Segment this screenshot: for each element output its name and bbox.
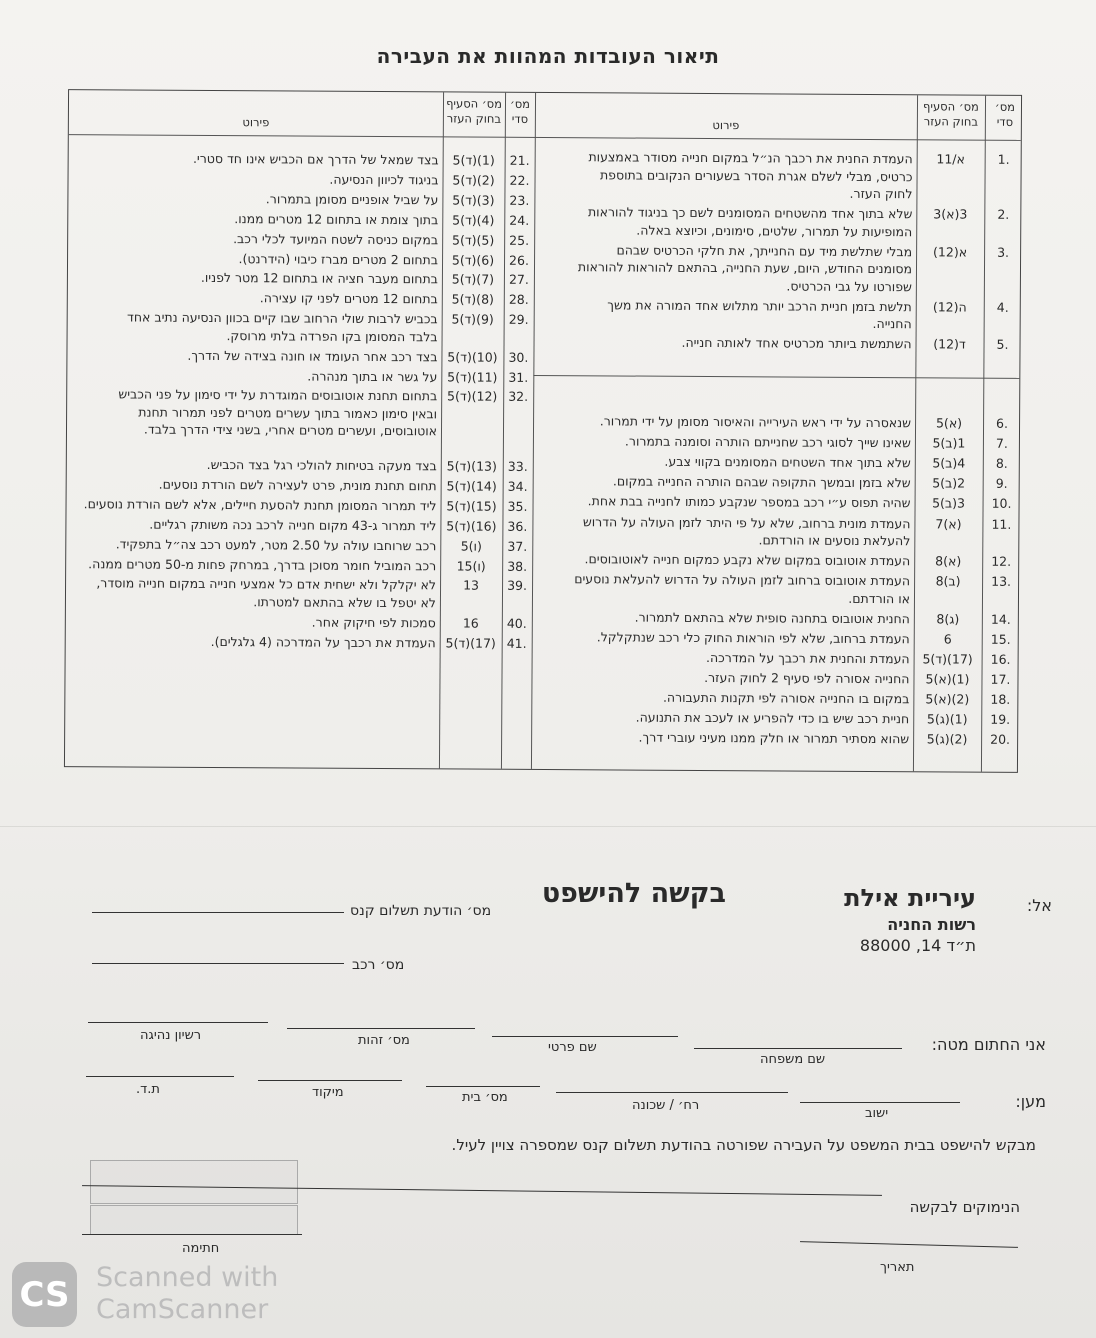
row-description: העמדת את רכבך על המדרכה (4 גלגלים). xyxy=(210,633,436,651)
house-label: מס׳ בית xyxy=(462,1090,508,1105)
row-description: בלבד המסומן בקו הפרדה בלתי מרוסק. xyxy=(226,327,438,345)
row-description: חניית רכב שיש בו כדי להפריע או לעכב את התנועה. xyxy=(635,709,910,727)
row-section: 5(ד)(9) xyxy=(451,311,494,327)
pobox-label: ת.ד. xyxy=(136,1082,160,1097)
header-section-left: מס׳ הסעיף בחוק העזר xyxy=(446,96,502,126)
request-title: בקשה להישפט xyxy=(541,878,726,909)
row-description: כרטיס, מבלי לשלם אגרת הסדר בשעורים הנקובים בתוספת xyxy=(599,166,913,184)
row-description: תחום תחנת מונית, פרט לעצירה לשם הורדת נוסעים. xyxy=(158,476,437,494)
row-serial: .26 xyxy=(509,252,530,268)
row-section: 5(ד)(6) xyxy=(451,251,495,268)
row-description: ליד תמרור המסומן תחנת להסעת חיילים, אלא לשם הורדת נוסעים. xyxy=(83,495,437,514)
row-description: השתמשת ביותר מכרטיס אחד לאותה חנייה. xyxy=(681,335,912,352)
row-section: 5(ד)(14) xyxy=(446,478,497,494)
row-description: או הורדתם. xyxy=(848,590,911,606)
row-serial: .24 xyxy=(509,212,530,228)
row-serial: .3 xyxy=(997,244,1010,260)
row-section: 5(ג)(1) xyxy=(926,711,968,727)
row-section: 5(ד)(7) xyxy=(451,271,495,288)
row-section: 5(ד)(17) xyxy=(445,635,496,651)
row-description: בכביש לרבות שולי הרחוב שבו קיים בכוון הנסיעה נתיב אחד xyxy=(127,309,438,327)
row-serial: .15 xyxy=(990,631,1011,647)
row-description: שלא בתוך אחד השטחים המסומנים בקווי צבע. xyxy=(664,453,911,471)
row-description: שלא בתוך אחד מהשטחים המסומנים לשם כך בניגוד להוראות xyxy=(587,204,913,222)
row-description: המופיעות על תמרור, שלטים, סימונים, וכיוצא באלה. xyxy=(636,222,913,239)
row-section: 16 xyxy=(462,615,479,631)
row-description: העמדת אוטובוס במקום שלא נקבע כמקום חנייה לאוטובוסים. xyxy=(584,551,911,569)
recipient-dept: רשות החניה xyxy=(887,915,976,934)
row-serial: .13 xyxy=(991,573,1012,590)
row-description: ובאין סימון כאמור בתוך עשרים מטרים לפני תמרור תחנת xyxy=(138,404,438,422)
row-section: (12)ד xyxy=(933,336,966,352)
pobox-field[interactable] xyxy=(86,1076,234,1077)
page-title: תיאור העובדות המהוות את העבירה xyxy=(376,44,720,68)
row-serial: .1 xyxy=(997,151,1010,167)
row-description: רכב המוביל חומר מסוכן בדרך, במרחק פחות מ-50 מטרים ממנה. xyxy=(88,555,437,573)
recipient-address: ת״ד 14, 88000 xyxy=(859,936,976,955)
row-section: 5(ד)(5) xyxy=(451,232,495,248)
row-section: 5(ד)(11) xyxy=(447,368,498,385)
row-section: 5(ג)(2) xyxy=(926,731,968,747)
first-name-label: שם פרטי xyxy=(548,1040,597,1055)
row-serial: .5 xyxy=(996,337,1009,353)
row-serial: .8 xyxy=(995,455,1008,472)
row-section: 5(ב)1 xyxy=(932,435,966,451)
row-serial: .23 xyxy=(509,192,530,208)
row-section: 5(א) xyxy=(935,415,963,431)
row-description: שהוא מסתיר תמרור או חלק ממנו מעיני עוברי דרך. xyxy=(638,729,910,747)
row-section: 13 xyxy=(463,577,480,594)
row-section: 5(ד)(1) xyxy=(452,152,495,168)
header-serial-left: מס׳ סדי xyxy=(509,96,531,126)
row-description: ליד תמרור ג-43 מקום חנייה לרכב נכה משותק רגליים. xyxy=(149,516,437,534)
row-serial: .7 xyxy=(995,435,1008,451)
row-description: שאינו שייך לסוגי רכב שחנייתם הותרה וסומנה בתמרור. xyxy=(624,433,911,451)
last-name-field[interactable] xyxy=(694,1048,902,1049)
row-serial: .37 xyxy=(507,538,528,554)
row-serial: .14 xyxy=(990,611,1011,627)
row-section: 5(ד)(17) xyxy=(922,651,973,667)
row-serial: .17 xyxy=(990,671,1011,687)
row-serial: .9 xyxy=(995,476,1008,492)
row-section: 5(ב)3 xyxy=(932,495,966,511)
row-description: לא יטפל בו שלא בהתאם למטרתו. xyxy=(253,594,436,611)
id-number-field[interactable] xyxy=(287,1028,475,1029)
request-text: מבקש להישפט בבית המשפט על העבירה שפורטה בהודעת תשלום קנס שמספרה צויין לעיל. xyxy=(451,1136,1036,1154)
watermark-line1: Scanned with xyxy=(96,1262,279,1293)
row-description: העמדת ברחוב, שלא לפי הוראות החוק כלי רכב שנתקלקל. xyxy=(596,629,910,647)
row-serial: .28 xyxy=(508,292,529,308)
row-serial: .38 xyxy=(507,558,528,574)
row-section: א/11 xyxy=(936,151,965,167)
row-description: בצד רכב אחר העומד או חונה בצידה של הדרך. xyxy=(187,347,438,364)
row-description: בצד מעקה בטיחות להולכי רגל בצד הכביש. xyxy=(206,456,437,474)
row-description: להעלאת נוסעים או הורדתם. xyxy=(758,532,911,549)
row-description: בצד שמאל של הדרך אם הכביש אינו חד סטרי. xyxy=(192,150,439,168)
row-description: החנייה אסורה לפי סעיף 2 לחוק העזר. xyxy=(704,670,910,687)
row-serial: .36 xyxy=(507,518,528,534)
row-description: במקום כניסה לשטח המיועד לכלי רכב. xyxy=(233,230,439,247)
license-label: רשיון נהיגה xyxy=(140,1028,202,1043)
row-section: 5(ב)4 xyxy=(932,455,966,471)
row-section: 5(ד)(2) xyxy=(452,172,495,188)
signature-label: חתימה xyxy=(182,1241,220,1256)
address-label: מען: xyxy=(1015,1092,1046,1111)
row-serial: .6 xyxy=(996,415,1009,431)
row-description: בניגוד לכיוון הנסיעה. xyxy=(329,171,439,188)
header-details-left: פירוט xyxy=(242,115,270,130)
row-serial: .2 xyxy=(997,206,1010,222)
row-description: בתחום מעבר חציה או בתחום 12 מטר לפניו. xyxy=(200,270,438,287)
house-field[interactable] xyxy=(426,1086,540,1087)
watermark-line2: CamScanner xyxy=(96,1294,269,1325)
row-serial: .22 xyxy=(509,172,530,188)
row-description: במקום בו החנייה אסורה לפי תקנות התעבורה. xyxy=(662,689,910,707)
row-section: 3(א)3 xyxy=(933,206,968,222)
row-serial: .31 xyxy=(508,369,529,385)
row-description: לחוק העזר. xyxy=(849,185,913,202)
row-section: 7(א) xyxy=(935,515,962,532)
row-serial: .29 xyxy=(508,311,529,328)
date-field[interactable] xyxy=(800,1241,1018,1248)
row-serial: .25 xyxy=(509,232,530,248)
row-section: 5(ד)(15) xyxy=(446,498,497,514)
row-description: מסומנים החודש, היום, שעת החנייה, בהתאם להוראות להוראות xyxy=(577,259,913,277)
row-section: 5(ד)(3) xyxy=(452,192,495,208)
row-serial: .33 xyxy=(507,458,528,474)
row-description: סמכות לפי חיקוק אחר. xyxy=(311,614,436,631)
last-name-label: שם משפחה xyxy=(760,1052,826,1067)
date-label: תאריך xyxy=(880,1260,915,1275)
row-section: 8(א) xyxy=(935,553,962,569)
signature-field[interactable] xyxy=(82,1234,302,1235)
reasons-label: הנימוקים לבקשה xyxy=(909,1198,1020,1216)
row-description: על שביל אופניים מסומן בתמרור. xyxy=(265,191,439,208)
row-section: 5(ד)(8) xyxy=(451,291,494,307)
city-field[interactable] xyxy=(800,1102,960,1103)
row-description: בתוך צומת או בתחום 12 מטרים ממנו. xyxy=(234,210,439,228)
header-serial-right: מס׳ סדי xyxy=(994,99,1016,129)
row-serial: .40 xyxy=(506,615,527,631)
row-serial: .32 xyxy=(508,389,529,405)
row-serial: .30 xyxy=(508,349,529,365)
row-serial: .12 xyxy=(991,553,1012,569)
row-description: שהיה תפוס ע״י רכב במספר שנקבע כמותו לחנייה בבת אחת. xyxy=(587,493,911,511)
first-name-field[interactable] xyxy=(492,1036,678,1037)
row-serial: .20 xyxy=(990,732,1011,748)
row-serial: .34 xyxy=(507,478,528,494)
row-description: שלא בזמן ובמשך התקופה שבהם הותרה החנייה במקום. xyxy=(612,473,911,491)
row-section: 5(ד)(13) xyxy=(446,458,497,474)
row-section: (12)ה xyxy=(932,299,967,315)
row-serial: .21 xyxy=(509,152,530,168)
row-description: בתחום 2 מטרים מברז כיבוי (הידרנט). xyxy=(238,250,439,267)
row-section: 8(ג) xyxy=(936,611,960,627)
row-description: תלשת בזמן חניית הרכב יותר מתלוש אחד המורה את משך xyxy=(607,297,912,315)
row-section: 8(ב) xyxy=(935,573,961,589)
row-description: שנאסרה על ידי ראש העירייה והאיסור מסומן על ידי תמרור. xyxy=(599,413,912,431)
row-description: לא יקלקל ולא ישחית אדם כל אמצעי חנייה במקום חנייה מוסדר, xyxy=(96,575,437,593)
zip-field[interactable] xyxy=(258,1080,402,1081)
row-serial: .27 xyxy=(508,272,529,288)
row-section: 15(ו) xyxy=(456,557,486,574)
row-serial: .41 xyxy=(506,635,527,651)
street-label: רח׳ / שכונה xyxy=(632,1098,700,1113)
row-section: 6 xyxy=(943,631,952,647)
header-details-right: פירוט xyxy=(712,118,740,133)
row-serial: .19 xyxy=(990,712,1011,728)
zip-label: מיקוד xyxy=(312,1085,344,1100)
fine-notice-field[interactable] xyxy=(92,912,344,913)
row-serial: .11 xyxy=(991,516,1012,532)
row-serial: .16 xyxy=(990,651,1011,667)
row-section: 5(ד)(16) xyxy=(446,518,497,534)
row-section: 5(ו) xyxy=(460,538,482,554)
row-section: 5(א)(1) xyxy=(925,671,970,687)
row-description: החנייה. xyxy=(872,316,912,332)
row-description: החנית אוטובוס בתחנה סופית שלא בהתאם לתמרור. xyxy=(634,609,910,627)
row-section: (12)א xyxy=(933,244,968,260)
id-number-label: מס׳ זהות xyxy=(358,1033,410,1048)
camscanner-logo-icon: CS xyxy=(12,1262,77,1327)
row-serial: .39 xyxy=(507,578,528,594)
row-section: 5(ד)(4) xyxy=(452,212,495,228)
row-description: על גשר או בתוך מנהרה. xyxy=(307,368,438,384)
row-section: 5(ד)(12) xyxy=(447,388,498,405)
row-description: העמדת אוטובוס ברחוב לזמן העולה על הדרוש להעלאת נוסעים xyxy=(574,571,911,589)
row-section: 5(ד)(10) xyxy=(447,349,498,365)
row-description: מבלי שתלשת מיד עם החנייתך, את חלקי הכרטיס שבהם xyxy=(616,242,913,259)
city-label: ישוב xyxy=(865,1106,889,1121)
row-description: העמדת והחנית את רכבך על המדרכה. xyxy=(706,650,910,667)
vehicle-label: מס׳ רכב xyxy=(352,957,405,973)
fine-notice-label: מס׳ הודעת תשלום קנס xyxy=(350,903,492,919)
signed-label: אני החתום מטה: xyxy=(931,1035,1046,1054)
row-serial: .18 xyxy=(990,691,1011,708)
row-serial: .4 xyxy=(996,299,1009,315)
row-section: 5(ב)2 xyxy=(932,475,966,491)
row-description: בתחום תחנת אוטובוסים המוגדרת על ידי סימון על פני הכביש xyxy=(118,386,438,404)
row-description: שפורטו על גבי הכרטיס. xyxy=(786,278,912,294)
row-description: אוטובוסים, ועשרים מטרים אחרי, בשני צידי הדרך בלבד. xyxy=(143,421,438,439)
row-section: 5(א)(2) xyxy=(925,691,970,707)
recipient-name: עיריית אילת xyxy=(844,884,976,912)
license-field[interactable] xyxy=(88,1022,268,1023)
row-description: רכב שרוחבו עולה על 2.50 מטר, למעט רכב צה״ל בתפקיד. xyxy=(115,535,437,553)
row-description: בתחום 12 מטרים לפני קו עצירה. xyxy=(259,290,438,307)
to-label: אל: xyxy=(1026,896,1052,915)
row-serial: .10 xyxy=(991,496,1012,512)
header-section-right: מס׳ הסעיף בחוק העזר xyxy=(923,99,979,129)
row-serial: .35 xyxy=(507,498,528,514)
row-description: העמדת החנית את רכבך הנ״ל במקום חנייה מסודר באמצעות xyxy=(588,149,913,167)
street-field[interactable] xyxy=(556,1092,788,1093)
vehicle-field[interactable] xyxy=(92,963,344,964)
row-description: העמדת מונית ברחוב, שלא על פי היתר לזמן העולה על הדרוש xyxy=(582,513,911,531)
